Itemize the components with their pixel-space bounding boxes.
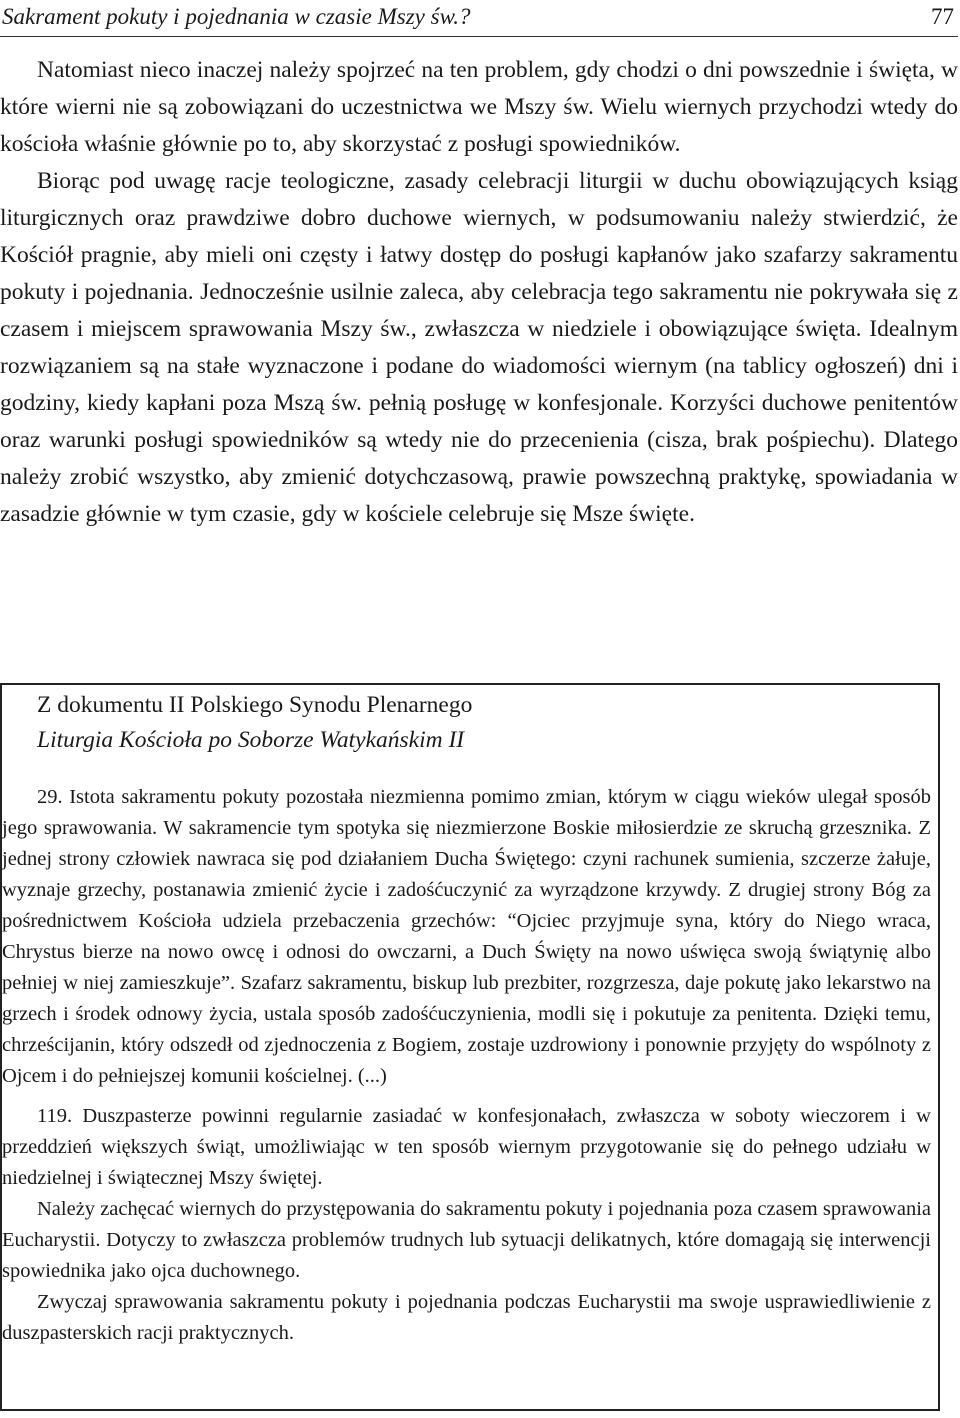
- document-excerpt-box: [0, 683, 940, 1411]
- excerpt-heading: [37, 688, 472, 758]
- running-title: Sakrament pokuty i pojednania w czasie Mszy św.?: [2, 4, 471, 29]
- header-rule: [0, 36, 958, 37]
- running-header: [0, 2, 958, 32]
- page-number: 77: [931, 4, 954, 29]
- excerpt-document-title: Liturgia Kościoła po Soborze Watykańskim II: [37, 727, 465, 753]
- excerpt-paragraph: Należy zachęcać wiernych do przystępowania do sakramentu pokuty i pojednania poza czasem sprawowania Eucharystii. Dotyczy to zwłaszcza problemów trudnych lub sytuacji delikatnych, które domagają się interwencji spowiednika jako ojca duchownego.: [2, 1198, 931, 1282]
- excerpt-paragraph: Zwyczaj sprawowania sakramentu pokuty i pojednania podczas Eucharystii ma swoje usprawiedliwienie z duszpasterskich racji praktycznych.: [2, 1291, 931, 1344]
- body-paragraph: Biorąc pod uwagę racje teologiczne, zasady celebracji liturgii w duchu obowiązujących ksiąg liturgicznych oraz prawdziwe dobro duchowe wiernych, w podsumowaniu należy stwierdzić, że Kościół pragnie, aby mieli oni częsty i łatwy dostęp do posługi kapłanów jako szafarzy sakramentu pokuty i pojednania. Jednocześnie usilnie zaleca, aby celebracja tego sakramentu nie pokrywała się z czasem i miejscem sprawowania Mszy św., zwłaszcza w niedziele i obowiązujące święta. Idealnym rozwiązaniem są na stałe wyznaczone i podane do wiadomości wiernym (na tablicy ogłoszeń) dni i godziny, kiedy kapłani poza Mszą św. pełnią posługę w konfesjonale. Korzyści duchowe penitentów oraz warunki posługi spowiedników są wtedy nie do przecenienia (cisza, brak pośpiechu). Dlatego należy zrobić wszystko, aby zmienić dotychczasową, prawie powszechną praktykę, spowiadania w zasadzie głównie w tym czasie, gdy w kościele celebruje się Msze święte.: [0, 168, 958, 527]
- main-text: [0, 52, 958, 533]
- excerpt-text: [2, 782, 938, 1349]
- excerpt-paragraph: 119. Duszpasterze powinni regularnie zasiadać w konfesjonałach, zwłaszcza w soboty wieczorem i w przeddzień większych świąt, umożliwiając w ten sposób wiernym przygotowanie się do pełnego udziału w niedzielnej i świątecznej Mszy świętej.: [2, 1105, 931, 1189]
- body-paragraph: Natomiast nieco inaczej należy spojrzeć na ten problem, gdy chodzi o dni powszednie i święta, w które wierni nie są zobowiązani do uczestnictwa we Mszy św. Wielu wiernych przychodzi wtedy do kościoła właśnie głównie po to, aby skorzystać z posługi spowiedników.: [0, 57, 958, 157]
- excerpt-paragraph: 29. Istota sakramentu pokuty pozostała niezmienna pomimo zmian, którym w ciągu wieków ulegał sposób jego sprawowania. W sakramencie tym spotyka się niezmierzone Boskie miłosierdzie ze skruchą grzesznika. Z jednej strony człowiek nawraca się pod działaniem Ducha Świętego: czyni rachunek sumienia, szczerze żałuje, wyznaje grzechy, postanawia zmienić życie i zadośćuczynić za wyrządzone krzywdy. Z drugiej strony Bóg za pośrednictwem Kościoła udziela przebaczenia grzechów: “Ojciec przyjmuje syna, który do Niego wraca, Chrystus bierze na nowo owcę i odnosi do owczarni, a Duch Święty na nowo uświęca swoją świątynię albo pełniej w niej zamieszkuje”. Szafarz sakramentu, biskup lub prezbiter, rozgrzesza, daje pokutę jako lekarstwo na grzech i środek odnowy życia, ustala sposób zadośćuczynienia, modli się i pokutuje za penitenta. Dzięki temu, chrześcijanin, który odszedł od zjednoczenia z Bogiem, zostaje uzdrowiony i ponownie przyjęty do wspólnoty z Ojcem i do pełniejszej komunii kościelnej. (...): [2, 786, 931, 1087]
- excerpt-source-title: Z dokumentu II Polskiego Synodu Plenarnego: [37, 692, 473, 718]
